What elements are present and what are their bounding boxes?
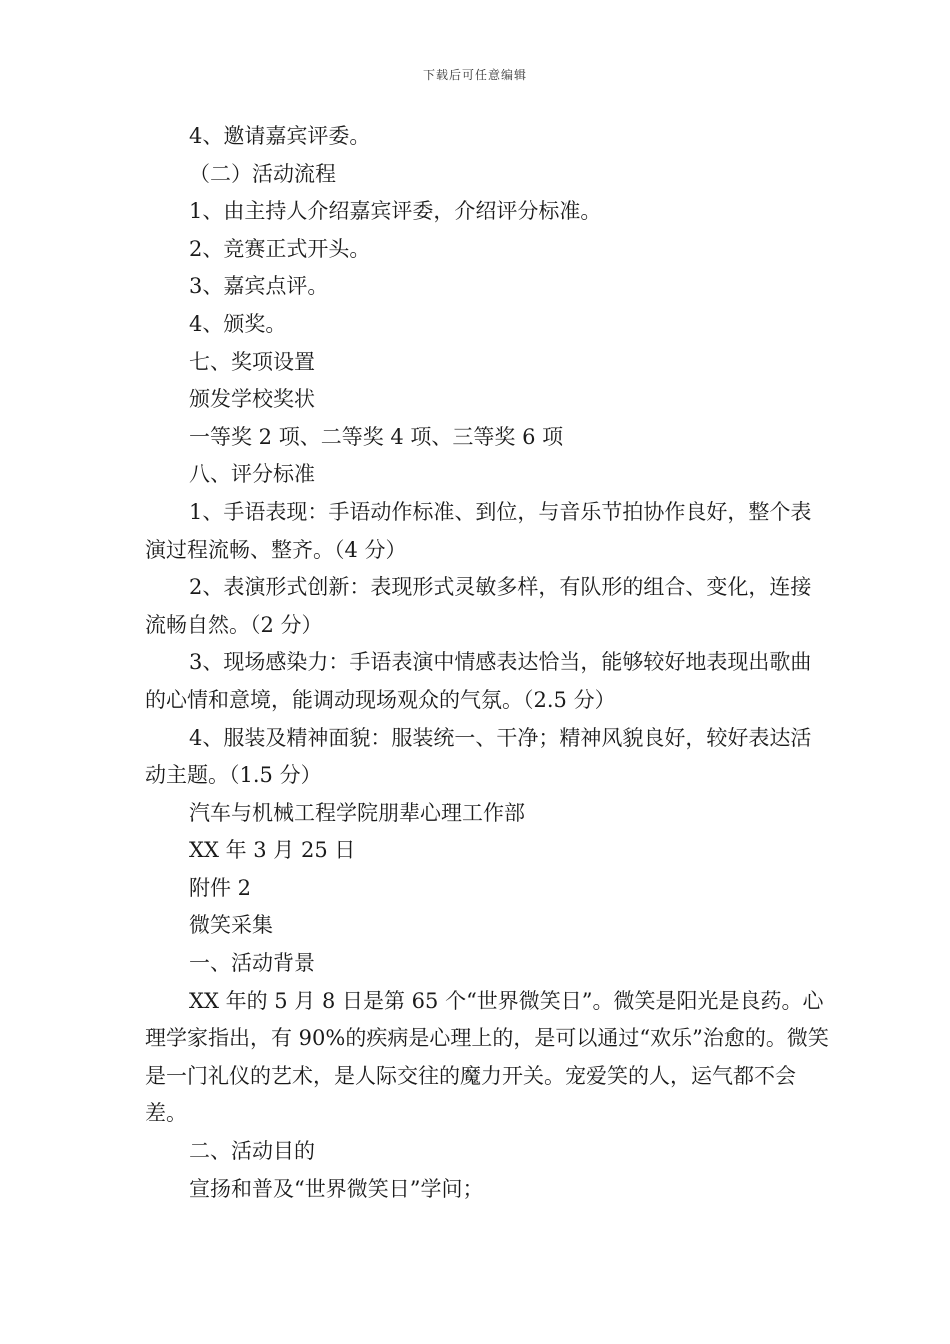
- paragraph: 宣扬和普及“世界微笑日”学问；: [189, 1176, 484, 1201]
- signature-date: XX 年 3 月 25 日: [189, 838, 356, 863]
- paragraph: 2、竞赛正式开头。: [189, 236, 371, 261]
- paragraph: XX 年的 5 月 8 日是第 65 个“世界微笑日”。微笑是阳光是良药。心理学家指出，有 90%的疾病是心理上的，是可以通过“欢乐”治愈的。微笑是一门礼仪的艺术，是人际交往的魔力开关。宠爱笑的人，运气都不会差。: [145, 988, 829, 1126]
- page-header: 下载后可任意编辑: [422, 68, 527, 82]
- paragraph: 3、现场感染力：手语表演中情感表达恰当，能够较好地表现出歌曲的心情和意境，能调动现场观众的气氛。（2.5 分）: [145, 650, 812, 712]
- section-heading: 二、活动目的: [189, 1139, 315, 1164]
- paragraph: 4、服装及精神面貌：服装统一、干净；精神风貌良好，较好表达活动主题。（1.5 分）: [145, 725, 812, 788]
- attachment-title: 微笑采集: [189, 913, 273, 938]
- paragraph: 3、嘉宾点评。: [189, 274, 329, 299]
- attachment-label: 附件 2: [189, 875, 252, 900]
- paragraph: 1、手语表现：手语动作标准、到位，与音乐节拍协作良好，整个表演过程流畅、整齐。（4 分）: [145, 499, 812, 562]
- paragraph: 4、颁奖。: [189, 311, 287, 336]
- paragraph: 2、表演形式创新：表现形式灵敏多样，有队形的组合、变化，连接流畅自然。（2 分）: [145, 575, 812, 637]
- section-heading: 七、奖项设置: [189, 349, 315, 374]
- paragraph: 1、由主持人介绍嘉宾评委，介绍评分标准。: [189, 199, 602, 224]
- paragraph: 4、邀请嘉宾评委。: [189, 124, 371, 148]
- signature-org: 汽车与机械工程学院朋辈心理工作部: [189, 800, 525, 825]
- section-heading: 八、评分标准: [189, 462, 315, 487]
- document-body: [145, 118, 829, 1208]
- paragraph: 颁发学校奖状: [189, 387, 315, 412]
- section-heading: 一、活动背景: [189, 951, 315, 976]
- section-heading: （二）活动流程: [189, 161, 336, 186]
- paragraph: 一等奖 2 项、二等奖 4 项、三等奖 6 项: [189, 424, 564, 449]
